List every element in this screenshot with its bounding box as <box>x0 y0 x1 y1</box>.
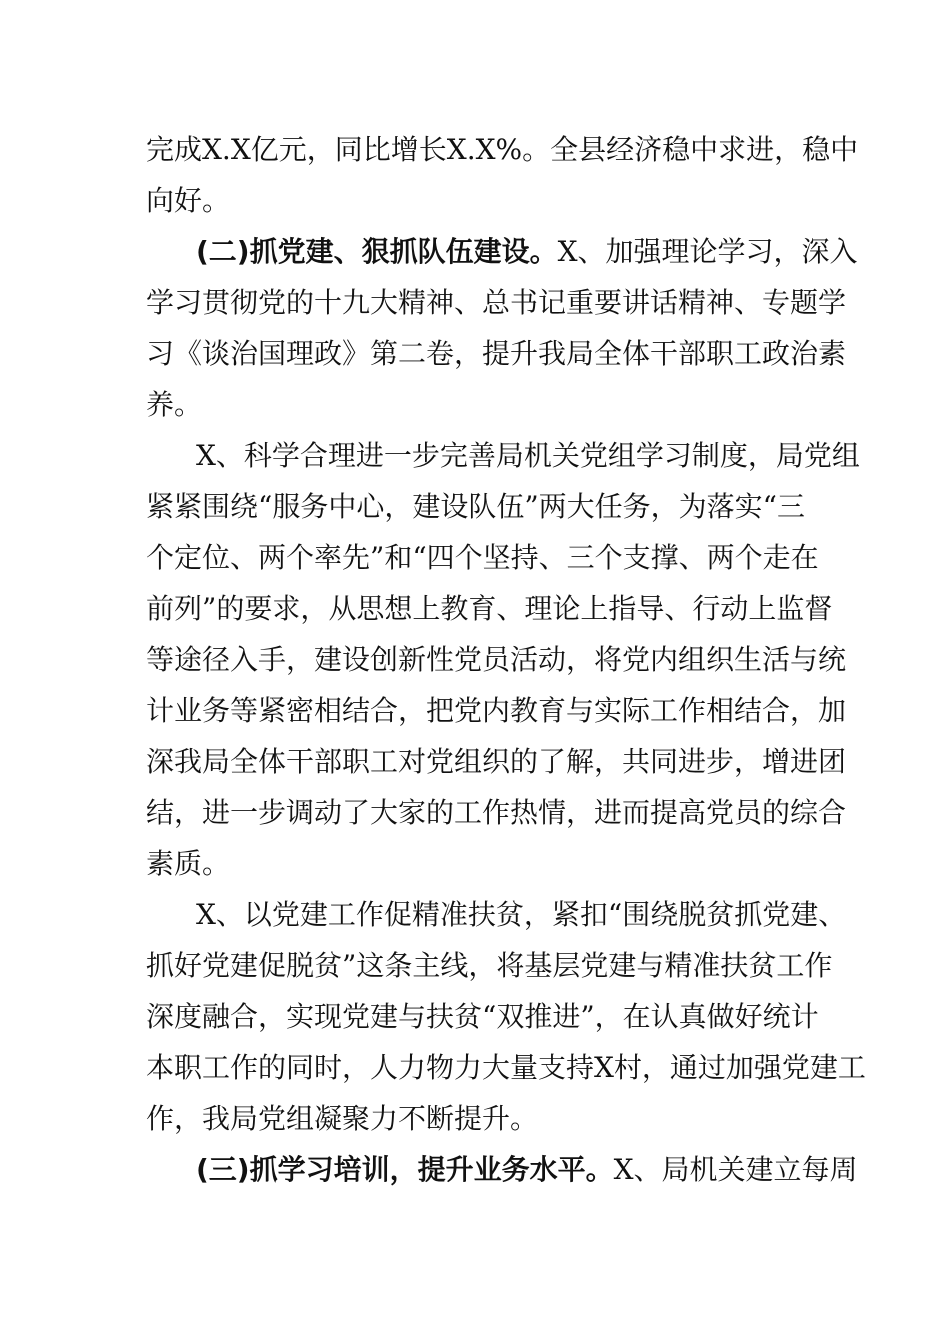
line-text: 本职工作的同时，人力物力大量支持X村，通过加强党建工 <box>146 1051 866 1084</box>
line-text: X、加强理论学习，深入 <box>557 235 858 268</box>
line-text: 前列”的要求，从思想上教育、理论上指导、行动上监督 <box>146 592 833 625</box>
text-line <box>146 1048 866 1088</box>
text-line <box>146 946 833 986</box>
line-text: X、科学合理进一步完善局机关党组学习制度，局党组 <box>196 439 860 472</box>
section-heading-line <box>196 1150 858 1190</box>
text-line <box>146 130 859 170</box>
text-line <box>146 640 847 680</box>
line-text: 向好。 <box>146 184 231 217</box>
text-line <box>146 844 806 884</box>
line-text: 学习贯彻党的十九大精神、总书记重要讲话精神、专题学 <box>146 286 847 319</box>
line-text: 完成X.X亿元，同比增长X.X%。全县经济稳中求进，稳中 <box>146 133 859 166</box>
text-line <box>146 589 833 629</box>
line-text: 紧紧围绕“服务中心，建设队伍”两大任务，为落实“三 <box>146 490 805 523</box>
line-text: 深我局全体干部职工对党组织的了解，共同进步，增进团 <box>146 745 847 778</box>
text-line <box>146 793 847 833</box>
line-text: X、以党建工作促精准扶贫，紧扣“围绕脱贫抓党建、 <box>196 898 847 931</box>
line-text: 等途径入手，建设创新性党员活动，将党内组织生活与统 <box>146 643 847 676</box>
text-line <box>146 181 806 221</box>
line-text: 个定位、两个率先”和“四个坚持、三个支撑、两个走在 <box>146 541 819 574</box>
section-heading: (二)抓党建、狠抓队伍建设。 <box>196 235 558 268</box>
text-line <box>146 742 847 782</box>
text-line <box>146 283 847 323</box>
text-line <box>146 334 847 374</box>
text-line <box>146 487 806 527</box>
line-text: 习《谈治国理政》第二卷，提升我局全体干部职工政治素 <box>146 337 847 370</box>
text-line <box>146 538 819 578</box>
line-text: 作，我局党组凝聚力不断提升。 <box>146 1102 539 1135</box>
text-line <box>146 1099 806 1139</box>
line-text: 素质。 <box>146 847 231 880</box>
section-heading: (三)抓学习培训，提升业务水平。 <box>196 1153 614 1186</box>
line-text: 养。 <box>146 388 203 421</box>
line-text: X、局机关建立每周 <box>613 1153 858 1186</box>
text-line <box>146 385 806 425</box>
text-line <box>196 895 847 935</box>
line-text: 抓好党建促脱贫”这条主线，将基层党建与精准扶贫工作 <box>146 949 833 982</box>
text-line <box>146 691 847 731</box>
line-text: 深度融合，实现党建与扶贫“双推进”，在认真做好统计 <box>146 1000 819 1033</box>
line-text: 计业务等紧密相结合，把党内教育与实际工作相结合，加 <box>146 694 847 727</box>
section-heading-line <box>196 232 858 272</box>
line-text: 结，进一步调动了大家的工作热情，进而提高党员的综合 <box>146 796 847 829</box>
text-line <box>146 997 819 1037</box>
text-line <box>196 436 860 476</box>
